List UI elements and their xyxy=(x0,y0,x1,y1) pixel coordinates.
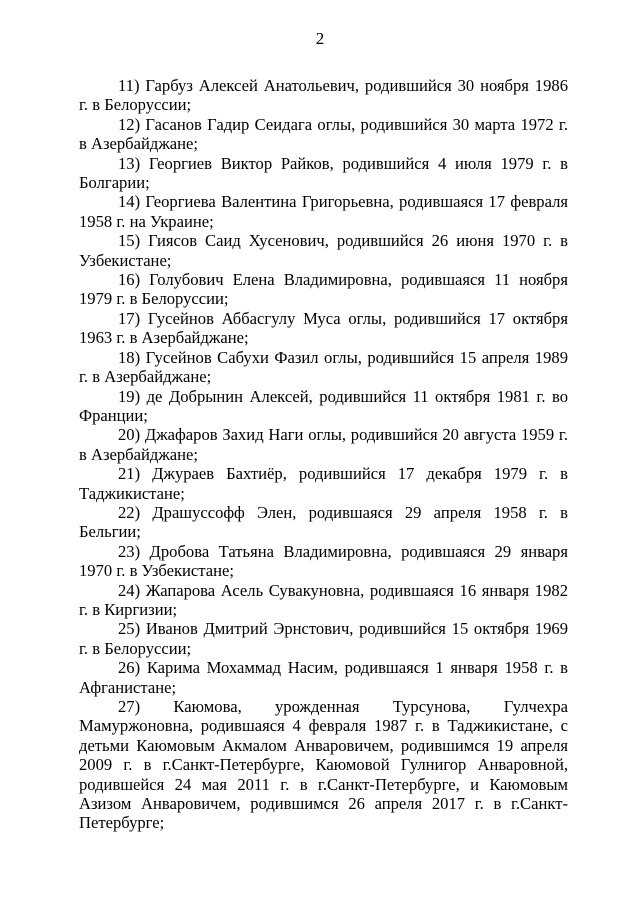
list-entry-18: 18) Гусейнов Сабухи Фазил оглы, родившийся 15 апреля 1989 г. в Азербайджане; xyxy=(79,347,568,387)
list-entry-13: 13) Георгиев Виктор Райков, родившийся 4 июля 1979 г. в Болгарии; xyxy=(79,153,568,193)
list-entry-12: 12) Гасанов Гадир Сеидага оглы, родившийся 30 марта 1972 г. в Азербайджане; xyxy=(79,114,568,154)
list-entry-24: 24) Жапарова Асель Сувакуновна, родившаяся 16 января 1982 г. в Киргизии; xyxy=(79,580,568,619)
list-entry-27: 27) Каюмова, урожденная Турсунова, Гулчехра Мамуржоновна, родившаяся 4 февраля 1987 г. в Таджикистане, с детьми Каюмовым Акмалом Анваровичем, родившимся 19 апреля 2009 г. в г.Санкт-Петербурге, Каюмовой Гулнигор Анваровной, родившейся 24 мая 2011 г. в г.Санкт-Петербурге, и Каюмовым Азизом Анваровичем, родившимся 26 апреля 2017 г. в г.Санкт-Петербурге; xyxy=(79,697,568,833)
list-entry-16: 16) Голубович Елена Владимировна, родившаяся 11 ноября 1979 г. в Белоруссии; xyxy=(79,270,568,309)
list-entry-25: 25) Иванов Дмитрий Эрнстович, родившийся 15 октября 1969 г. в Белоруссии; xyxy=(79,619,568,658)
page-number: 2 xyxy=(315,29,325,48)
list-entry-15: 15) Гиясов Саид Хусенович, родившийся 26 июня 1970 г. в Узбекистане; xyxy=(79,231,568,270)
list-entry-26: 26) Карима Мохаммад Насим, родившаяся 1 января 1958 г. в Афганистане; xyxy=(79,658,568,697)
list-entry-11: 11) Гарбуз Алексей Анатольевич, родившийся 30 ноября 1986 г. в Белоруссии; xyxy=(79,76,568,115)
list-entry-23: 23) Дробова Татьяна Владимировна, родившаяся 29 января 1970 г. в Узбекистане; xyxy=(79,541,568,581)
list-entry-20: 20) Джафаров Захид Наги оглы, родившийся 20 августа 1959 г. в Азербайджане; xyxy=(79,425,568,464)
list-entry-22: 22) Драшуссофф Элен, родившаяся 29 апреля 1958 г. в Бельгии; xyxy=(79,502,568,542)
list-entry-17: 17) Гусейнов Аббасгулу Муса оглы, родившийся 17 октября 1963 г. в Азербайджане; xyxy=(79,308,568,348)
list-entry-19: 19) де Добрынин Алексей, родившийся 11 октября 1981 г. во Франции; xyxy=(79,386,568,425)
list-entry-21: 21) Джураев Бахтиёр, родившийся 17 декабря 1979 г. в Таджикистане; xyxy=(79,464,568,503)
list-entry-14: 14) Георгиева Валентина Григорьевна, родившаяся 17 февраля 1958 г. на Украине; xyxy=(79,192,568,231)
entry-list xyxy=(79,76,568,833)
